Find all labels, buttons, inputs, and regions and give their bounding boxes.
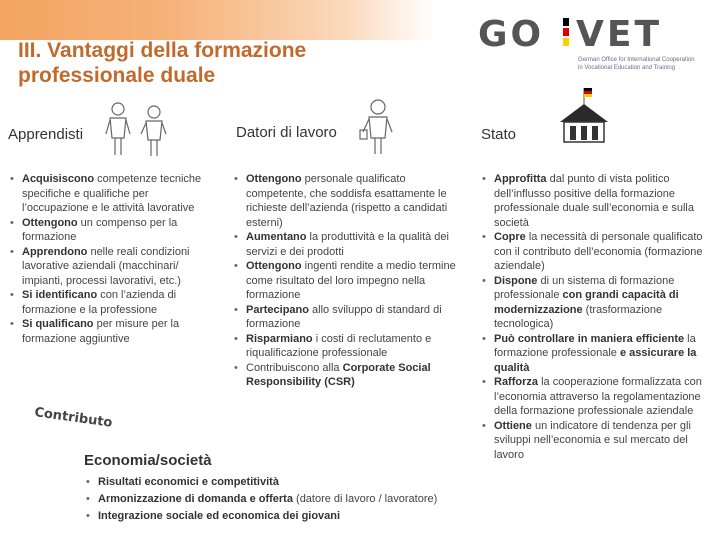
bold-text: Approfitta bbox=[494, 173, 547, 185]
logo-sub-line-1: German Office for International Cooperation bbox=[578, 57, 695, 63]
logo-sub-line-2: in Vocational Education and Training bbox=[578, 65, 676, 71]
bold-text: Aumentano bbox=[246, 231, 307, 243]
bold-text: Può controllare in maniera efficiente bbox=[494, 332, 685, 345]
heading-economia: Economia/società bbox=[84, 452, 212, 469]
text: la produttività e la qualità dei servizi e dei prodotti bbox=[246, 231, 449, 258]
title-line-2: professionale duale bbox=[18, 64, 216, 87]
text: Contribuiscono alla bbox=[246, 361, 343, 374]
text: personale qualificato competente, che soddisfa esattamente le richieste dell’azienda (rispetto a candidati esterni) bbox=[246, 173, 448, 229]
text: ingenti rendite a medio termine come risultato del loro impegno nella formazione bbox=[246, 260, 456, 301]
economia-item bbox=[84, 491, 474, 508]
bold-text: Apprendono bbox=[22, 245, 88, 258]
economia-list bbox=[84, 474, 474, 525]
text: la necessità di personale qualificato con il contributo dell’economia (formazione aziendale) bbox=[494, 231, 703, 272]
datori-item bbox=[232, 172, 462, 230]
text: nelle reali condizioni lavorative aziendali (macchinari/ impianti, processi lavorativi, etc.) bbox=[22, 245, 190, 287]
bold-text: Ottengono bbox=[246, 173, 302, 185]
text: con l’azienda di formazione e la professione bbox=[22, 289, 177, 316]
heading-datori: Datori di lavoro bbox=[236, 124, 337, 141]
apprendisti-list bbox=[8, 172, 216, 346]
contributo-label bbox=[32, 400, 132, 436]
title-bar bbox=[0, 0, 435, 40]
text: allo sviluppo di standard di formazione bbox=[246, 303, 442, 330]
bold-text: Risultati economici e competitività bbox=[98, 476, 279, 488]
stato-item bbox=[480, 332, 720, 376]
state-building-icon bbox=[556, 84, 616, 146]
bold-text: Ottengono bbox=[22, 216, 78, 229]
govet-logo bbox=[478, 12, 708, 72]
economia-item bbox=[84, 474, 474, 491]
svg-text:GO: GO bbox=[478, 14, 545, 55]
datori-list bbox=[232, 172, 462, 390]
apprendisti-item bbox=[8, 288, 216, 317]
apprendisti-item bbox=[8, 216, 216, 245]
stato-item bbox=[480, 172, 720, 230]
apprendisti-item bbox=[8, 317, 216, 346]
bold-text: Partecipano bbox=[246, 303, 309, 316]
datori-item bbox=[232, 332, 462, 361]
heading-apprendisti: Apprendisti bbox=[8, 126, 84, 143]
bold-text: Acquisiscono bbox=[22, 173, 95, 185]
bold-text: Armonizzazione di domanda e offerta bbox=[98, 493, 293, 505]
text: dal punto di vista politico dell’influsso positive della formazione professionale duale sull’economia e sulla società bbox=[494, 173, 694, 229]
text: un compenso per la formazione bbox=[22, 216, 178, 243]
stato-item bbox=[480, 230, 720, 274]
text: per misure per la formazione aggiuntive bbox=[22, 318, 180, 345]
bold-text: Si qualificano bbox=[22, 318, 94, 330]
datori-item bbox=[232, 259, 462, 303]
stato-item bbox=[480, 419, 720, 463]
text: i costi di reclutamento e riqualificazione professionale bbox=[246, 332, 432, 359]
svg-text:VET: VET bbox=[576, 14, 663, 55]
svg-text:Contributo: Contributo bbox=[33, 405, 114, 431]
bold-text: e assicurare la qualità bbox=[494, 347, 697, 374]
stato-item bbox=[480, 274, 720, 332]
text: la cooperazione formalizzata con l’economia attraverso la regolamentazione della formazione professionale aziendale bbox=[494, 376, 702, 417]
text: un indicatore di tendenza per gli sviluppi nell’economia e sul mercato del lavoro bbox=[494, 419, 691, 461]
text: di un sistema di formazione professionale bbox=[494, 274, 675, 301]
apprendisti-item bbox=[8, 245, 216, 289]
text: competenze tecniche specifiche e qualifiche per l’occupazione e le attività lavorative bbox=[22, 173, 202, 214]
govet-wordmark-icon bbox=[478, 12, 708, 56]
bold-text: Risparmiano bbox=[246, 332, 313, 345]
datori-item bbox=[232, 303, 462, 332]
datori-item bbox=[232, 230, 462, 259]
text: (trasformazione tecnologica) bbox=[494, 303, 663, 330]
bold-text: Ottiene bbox=[494, 419, 532, 432]
apprentices-icon bbox=[104, 100, 174, 160]
bold-text: Integrazione sociale ed economica dei giovani bbox=[98, 510, 341, 522]
bold-text: Dispone bbox=[494, 274, 538, 287]
stato-item bbox=[480, 375, 720, 419]
apprendisti-item bbox=[8, 172, 216, 216]
employer-icon bbox=[358, 98, 398, 158]
heading-stato: Stato bbox=[481, 126, 517, 143]
bold-text: con grandi capacità di modernizzazione bbox=[494, 289, 679, 316]
page-title bbox=[18, 38, 438, 88]
stato-list bbox=[480, 172, 720, 462]
logo-subtitle bbox=[578, 56, 708, 72]
economia-item bbox=[84, 508, 474, 525]
text: la formazione professionale bbox=[494, 332, 696, 359]
datori-item bbox=[232, 361, 462, 390]
bold-text: Rafforza bbox=[494, 376, 539, 388]
text: (datore di lavoro / lavoratore) bbox=[292, 493, 438, 505]
bold-text: Si identificano bbox=[22, 289, 98, 301]
title-line-1: III. Vantaggi della formazione bbox=[18, 39, 307, 62]
bold-text: Corporate Social Responsibility (CSR) bbox=[246, 361, 431, 388]
bold-text: Copre bbox=[494, 231, 526, 243]
bold-text: Ottengono bbox=[246, 260, 302, 272]
